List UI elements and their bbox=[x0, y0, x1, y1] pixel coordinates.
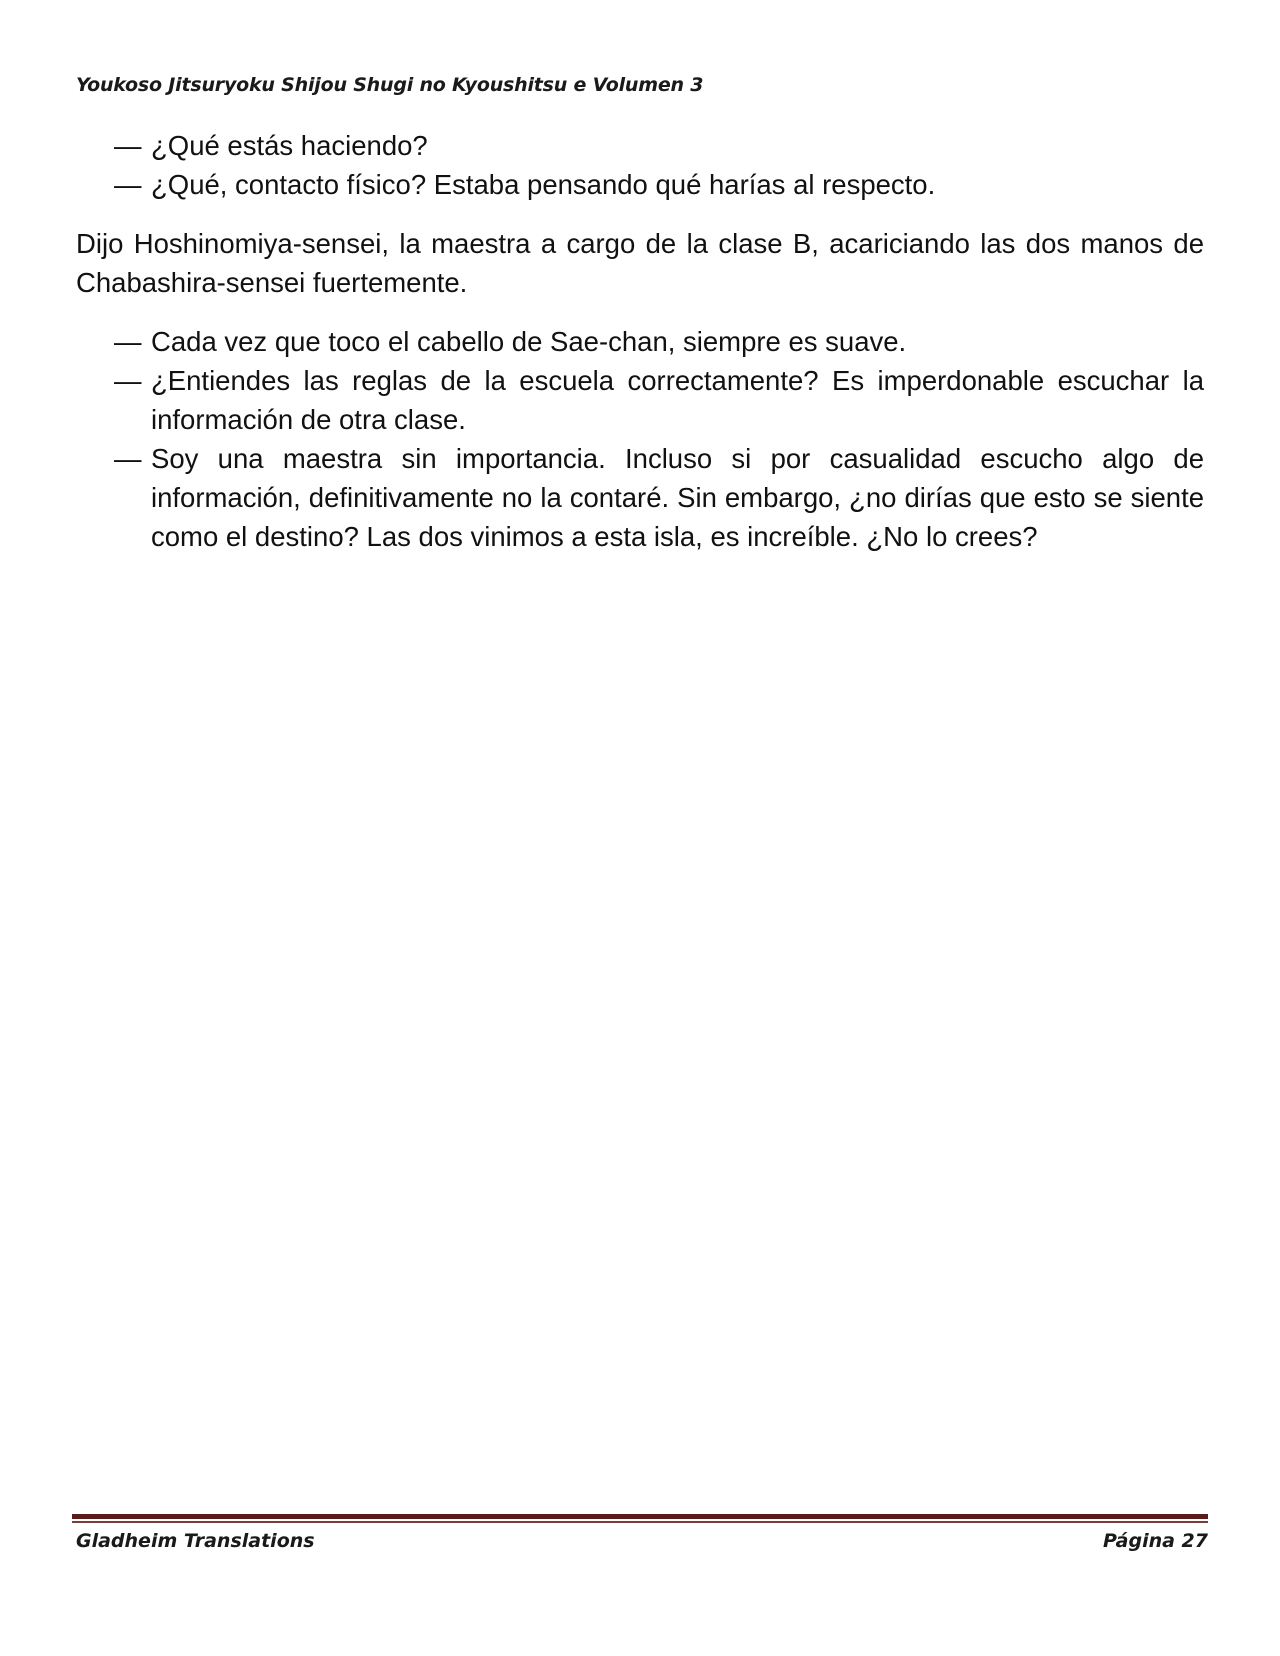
dialogue-block-2 bbox=[76, 322, 1204, 556]
dialogue-line bbox=[114, 439, 1204, 556]
footer-divider-thin bbox=[72, 1521, 1208, 1523]
em-dash: — bbox=[114, 365, 142, 396]
page-body bbox=[76, 126, 1204, 556]
em-dash: — bbox=[114, 326, 142, 357]
dialogue-line bbox=[114, 165, 1204, 204]
dialogue-text: Cada vez que toco el cabello de Sae-chan, siempre es suave. bbox=[151, 326, 907, 357]
narration-paragraph: Dijo Hoshinomiya-sensei, la maestra a cargo de la clase B, acariciando las dos manos de Chabashira-sensei fuertemente. bbox=[76, 228, 1204, 298]
em-dash: — bbox=[114, 443, 142, 474]
em-dash: — bbox=[114, 130, 142, 161]
dialogue-line bbox=[114, 322, 1204, 361]
dialogue-text: ¿Qué estás haciendo? bbox=[151, 130, 428, 161]
em-dash: — bbox=[114, 169, 142, 200]
page-header-title: Youkoso Jitsuryoku Shijou Shugi no Kyoushitsu e Volumen 3 bbox=[76, 74, 704, 96]
dialogue-text: ¿Qué, contacto físico? Estaba pensando qué harías al respecto. bbox=[151, 169, 936, 200]
dialogue-text: Soy una maestra sin importancia. Incluso si por casualidad escucho algo de información, definitivamente no la contaré. Sin embargo, ¿no dirías que esto se siente como el destino? Las dos vinimos a esta isla, es increíble. ¿No lo crees? bbox=[151, 443, 1204, 552]
footer-divider bbox=[72, 1514, 1208, 1523]
dialogue-line bbox=[114, 126, 1204, 165]
dialogue-line bbox=[114, 361, 1204, 439]
footer-credit: Gladheim Translations bbox=[76, 1530, 315, 1552]
footer-page-number: Página 27 bbox=[1102, 1530, 1208, 1552]
dialogue-block-1 bbox=[76, 126, 1204, 204]
dialogue-text: ¿Entiendes las reglas de la escuela correctamente? Es imperdonable escuchar la información de otra clase. bbox=[151, 365, 1204, 435]
